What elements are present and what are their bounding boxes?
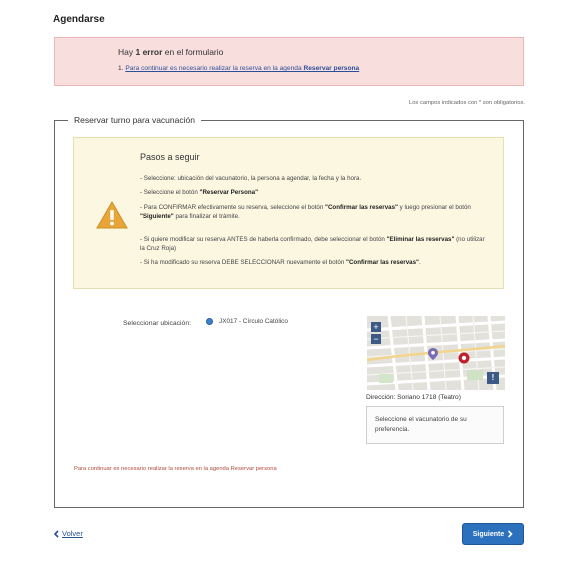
steps-title: Pasos a seguir bbox=[140, 152, 200, 162]
step-2: - Seleccione el botón "Reservar Persona" bbox=[140, 189, 259, 196]
required-fields-note: Los campos indicados con * son obligatorios. bbox=[408, 100, 525, 106]
location-radio[interactable] bbox=[206, 318, 213, 325]
next-button[interactable] bbox=[462, 523, 524, 545]
location-label: Seleccionar ubicación: bbox=[123, 320, 192, 327]
next-label: Siguiente bbox=[472, 530, 505, 538]
fieldset-legend: Reservar turno para vacunación bbox=[68, 115, 201, 125]
chevron-right-icon bbox=[507, 530, 513, 538]
step-1: - Seleccione: ubicación del vacunatorio, la persona a agendar, la fecha y la hora. bbox=[140, 175, 362, 182]
preference-box bbox=[366, 406, 504, 444]
back-link[interactable] bbox=[53, 529, 83, 538]
error-summary-box bbox=[54, 37, 524, 86]
location-option-label[interactable]: JX017 - Círculo Católico bbox=[219, 318, 288, 325]
step-5: - Si ha modificado su reserva DEBE SELECCIONAR nuevamente el botón "Confirmar las reservas". bbox=[140, 259, 421, 266]
location-map[interactable] bbox=[367, 316, 505, 390]
zoom-in-button[interactable]: + bbox=[371, 322, 381, 332]
error-heading: Hay 1 error en el formulario bbox=[118, 47, 224, 57]
map-marker-icon[interactable] bbox=[428, 348, 438, 360]
page-title: Agendarse bbox=[53, 14, 105, 25]
warning-icon bbox=[96, 201, 128, 229]
chevron-left-icon bbox=[53, 530, 60, 538]
error-item: 1. Para continuar es necesario realizar la reserva en la agenda Reservar persona bbox=[118, 65, 360, 72]
zoom-out-button[interactable]: − bbox=[371, 334, 381, 344]
bottom-error-message: Para continuar es necesario realizar la reserva en la agenda Reservar persona bbox=[74, 466, 277, 472]
step-4: - Si quiere modificar su reserva ANTES de haberla confirmado, debe seleccionar el botón "Eliminar las reservas" (no utilizar la Cruz Roja) bbox=[140, 236, 485, 252]
step-3: - Para CONFIRMAR efectivamente su reserva, seleccione el botón "Confirmar las reservas" y luego presionar el botón "Siguiente" para finalizar el trámite. bbox=[140, 204, 471, 220]
map-info-icon[interactable]: ! bbox=[487, 372, 499, 384]
address-label: Dirección: Soriano 1718 (Teatro) bbox=[366, 394, 461, 401]
steps-info-box bbox=[73, 137, 504, 289]
preference-text: Seleccione el vacunatorio de su preferencia. bbox=[375, 416, 467, 433]
selected-location-pin-icon[interactable] bbox=[458, 352, 470, 364]
back-label: Volver bbox=[62, 529, 83, 538]
error-link-reservar-persona[interactable]: Para continuar es necesario realizar la reserva en la agenda Reservar persona bbox=[125, 65, 360, 72]
